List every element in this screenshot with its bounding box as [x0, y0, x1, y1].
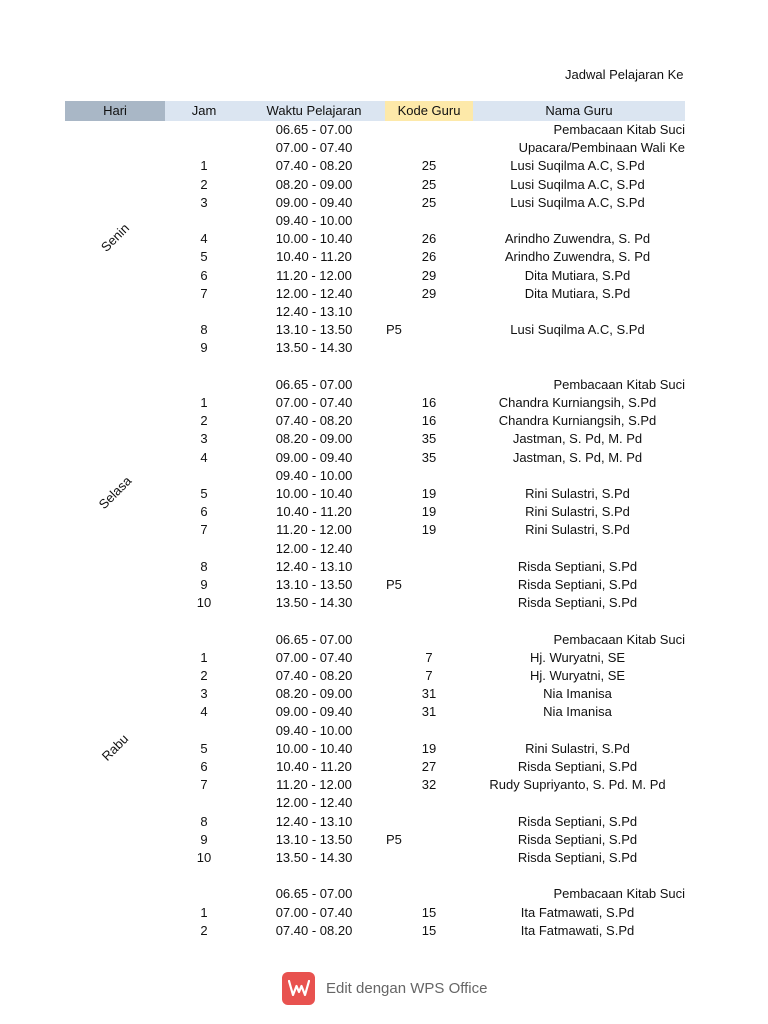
waktu-cell: 12.00 - 12.40	[275, 285, 353, 301]
jam-cell: 4	[200, 449, 208, 465]
nama-cell: Ita Fatmawati, S.Pd	[520, 904, 635, 920]
jam-cell: 6	[200, 267, 208, 283]
nama-cell: Nia Imanisa	[543, 686, 612, 702]
table-row	[0, 157, 768, 175]
nama-cell: Rudy Supriyanto, S. Pd. M. Pd	[489, 777, 666, 793]
jam-cell: 9	[200, 577, 208, 592]
kode-cell: 19	[421, 504, 437, 520]
table-row	[0, 139, 768, 157]
waktu-cell: 06.65 - 07.00	[275, 376, 353, 392]
waktu-cell: 10.00 - 10.40	[275, 486, 353, 501]
table-row	[0, 904, 768, 922]
nama-cell: Pembacaan Kitab Suci	[553, 631, 685, 647]
jam-cell: 3	[200, 194, 208, 210]
jam-cell: 7	[200, 777, 208, 793]
jam-cell: 1	[200, 158, 208, 174]
wps-office-icon	[282, 972, 315, 1005]
header-hari: Hari	[65, 101, 165, 121]
table-row	[0, 594, 768, 612]
jam-cell: 10	[196, 595, 212, 611]
table-row	[0, 703, 768, 721]
header-kode: Kode Guru	[385, 101, 473, 121]
nama-cell: Risda Septiani, S.Pd	[517, 577, 638, 592]
jam-cell: 8	[200, 322, 208, 338]
nama-cell: Risda Septiani, S.Pd	[517, 813, 638, 829]
document-title: Jadwal Pelajaran Ke	[565, 67, 684, 82]
jam-cell: 3	[200, 431, 208, 447]
nama-cell: Lusi Suqilma A.C, S.Pd	[510, 176, 645, 192]
waktu-cell: 12.40 - 13.10	[275, 813, 353, 829]
table-row	[0, 503, 768, 521]
nama-cell: Lusi Suqilma A.C, S.Pd	[510, 322, 645, 338]
nama-cell: Risda Septiani, S.Pd	[517, 831, 638, 847]
header-nama: Nama Guru	[473, 101, 685, 121]
wps-edit-banner[interactable]	[282, 972, 487, 1004]
jam-cell: 2	[200, 668, 208, 683]
table-row	[0, 776, 768, 794]
table-row	[0, 285, 768, 303]
jam-cell: 1	[200, 904, 208, 920]
waktu-cell: 12.00 - 12.40	[275, 795, 353, 811]
table-row	[0, 685, 768, 703]
kode-cell: 26	[421, 231, 437, 247]
kode-cell: 25	[421, 158, 437, 174]
nama-cell: Hj. Wuryatni, SE	[529, 649, 626, 665]
waktu-cell: 13.50 - 14.30	[275, 595, 353, 611]
kode-cell: 35	[421, 431, 437, 447]
kode-cell: 15	[421, 904, 437, 920]
nama-cell: Rini Sulastri, S.Pd	[525, 522, 630, 538]
nama-cell: Risda Septiani, S.Pd	[517, 759, 638, 774]
table-row	[0, 449, 768, 467]
waktu-cell: 08.20 - 09.00	[275, 176, 353, 192]
table-row	[0, 540, 768, 558]
waktu-cell: 13.50 - 14.30	[275, 850, 353, 865]
table-row	[0, 321, 768, 339]
waktu-cell: 09.40 - 10.00	[275, 722, 353, 738]
nama-cell: Rini Sulastri, S.Pd	[525, 504, 630, 520]
table-row	[0, 412, 768, 430]
jam-cell: 3	[200, 686, 208, 702]
jam-cell: 9	[200, 831, 208, 847]
nama-cell: Hj. Wuryatni, SE	[529, 668, 626, 683]
table-row	[0, 394, 768, 412]
jam-cell: 7	[200, 522, 208, 538]
nama-cell: Ita Fatmawati, S.Pd	[520, 922, 635, 938]
jam-cell: 1	[200, 395, 208, 410]
jam-cell: 5	[200, 740, 208, 756]
table-row	[0, 794, 768, 812]
nama-cell: Chandra Kurniangsih, S.Pd	[498, 413, 657, 429]
waktu-cell: 12.00 - 12.40	[275, 540, 353, 556]
waktu-cell: 10.40 - 11.20	[276, 249, 352, 265]
jam-cell: 2	[200, 176, 208, 192]
nama-cell: Pembacaan Kitab Suci	[553, 376, 685, 392]
kode-cell: 27	[421, 759, 437, 774]
kode-cell: 19	[421, 486, 437, 501]
jam-cell: 9	[200, 340, 208, 356]
waktu-cell: 10.40 - 11.20	[276, 504, 352, 520]
waktu-cell: 13.10 - 13.50	[275, 831, 353, 847]
kode-cell: 15	[421, 922, 437, 938]
nama-cell: Pembacaan Kitab Suci	[553, 886, 685, 902]
table-row	[0, 339, 768, 357]
kode-cell: 35	[421, 449, 437, 465]
waktu-cell: 12.40 - 13.10	[275, 304, 353, 319]
waktu-cell: 07.40 - 08.20	[275, 413, 353, 429]
table-row	[0, 521, 768, 539]
table-row	[0, 194, 768, 212]
table-row	[0, 248, 768, 266]
table-row	[0, 813, 768, 831]
kode-cell: 29	[421, 267, 437, 283]
table-row	[0, 831, 768, 849]
table-row	[0, 631, 768, 649]
nama-cell: Risda Septiani, S.Pd	[517, 850, 638, 865]
nama-cell: Arindho Zuwendra, S. Pd	[504, 231, 651, 247]
table-row	[0, 649, 768, 667]
jam-cell: 6	[200, 759, 208, 774]
kode-cell: P5	[386, 577, 402, 592]
nama-cell: Lusi Suqilma A.C, S.Pd	[510, 194, 645, 210]
nama-cell: Nia Imanisa	[543, 704, 612, 720]
waktu-cell: 12.40 - 13.10	[275, 558, 353, 574]
table-row	[0, 667, 768, 685]
jam-cell: 2	[200, 413, 208, 429]
table-row	[0, 558, 768, 576]
waktu-cell: 11.20 - 12.00	[276, 777, 352, 793]
kode-cell: 19	[421, 740, 437, 756]
waktu-cell: 09.00 - 09.40	[275, 194, 353, 210]
waktu-cell: 07.40 - 08.20	[275, 158, 353, 174]
waktu-cell: 07.00 - 07.40	[275, 395, 353, 410]
waktu-cell: 07.40 - 08.20	[275, 922, 353, 938]
nama-cell: Lusi Suqilma A.C, S.Pd	[510, 158, 645, 174]
waktu-cell: 10.00 - 10.40	[275, 231, 353, 247]
waktu-cell: 06.65 - 07.00	[275, 122, 353, 137]
waktu-cell: 13.50 - 14.30	[275, 340, 353, 356]
nama-cell: Jastman, S. Pd, M. Pd	[512, 431, 643, 447]
waktu-cell: 07.00 - 07.40	[275, 649, 353, 665]
waktu-cell: 09.40 - 10.00	[275, 213, 353, 228]
table-row	[0, 176, 768, 194]
jam-cell: 8	[200, 813, 208, 829]
waktu-cell: 07.40 - 08.20	[275, 668, 353, 683]
day-label: Selasa	[95, 473, 135, 512]
jam-cell: 8	[200, 558, 208, 574]
kode-cell: 25	[421, 194, 437, 210]
table-row	[0, 885, 768, 903]
jam-cell: 4	[200, 704, 208, 720]
kode-cell: 31	[421, 686, 437, 702]
kode-cell: 7	[425, 668, 433, 683]
waktu-cell: 08.20 - 09.00	[275, 431, 353, 447]
waktu-cell: 09.00 - 09.40	[275, 449, 353, 465]
jam-cell: 5	[200, 486, 208, 501]
table-row	[0, 376, 768, 394]
kode-cell: P5	[386, 831, 402, 847]
jam-cell: 6	[200, 504, 208, 520]
table-row	[0, 922, 768, 940]
jam-cell: 7	[200, 285, 208, 301]
nama-cell: Pembacaan Kitab Suci	[553, 122, 685, 137]
waktu-cell: 13.10 - 13.50	[275, 322, 353, 338]
kode-cell: 25	[421, 176, 437, 192]
kode-cell: 29	[421, 285, 437, 301]
waktu-cell: 10.40 - 11.20	[276, 759, 352, 774]
header-jam: Jam	[165, 101, 243, 121]
jam-cell: 2	[200, 922, 208, 938]
jam-cell: 1	[200, 649, 208, 665]
table-row	[0, 576, 768, 594]
kode-cell: 32	[421, 777, 437, 793]
day-label: Rabu	[98, 731, 132, 764]
kode-cell: 26	[421, 249, 437, 265]
waktu-cell: 07.00 - 07.40	[275, 904, 353, 920]
kode-cell: 7	[425, 649, 433, 665]
nama-cell: Rini Sulastri, S.Pd	[525, 740, 630, 756]
table-row	[0, 121, 768, 139]
day-label: Senin	[97, 220, 133, 255]
waktu-cell: 07.00 - 07.40	[275, 140, 353, 156]
nama-cell: Dita Mutiara, S.Pd	[524, 285, 631, 301]
nama-cell: Upacara/Pembinaan Wali Ke	[518, 140, 685, 156]
nama-cell: Rini Sulastri, S.Pd	[525, 486, 630, 501]
jam-cell: 10	[196, 850, 212, 865]
kode-cell: 16	[421, 413, 437, 429]
waktu-cell: 11.20 - 12.00	[276, 522, 352, 538]
nama-cell: Dita Mutiara, S.Pd	[524, 267, 631, 283]
nama-cell: Arindho Zuwendra, S. Pd	[504, 249, 651, 265]
nama-cell: Risda Septiani, S.Pd	[517, 558, 638, 574]
waktu-cell: 06.65 - 07.00	[275, 886, 353, 902]
jam-cell: 4	[200, 231, 208, 247]
waktu-cell: 06.65 - 07.00	[275, 631, 353, 647]
footer-text: Edit dengan WPS Office	[326, 979, 488, 997]
waktu-cell: 08.20 - 09.00	[275, 686, 353, 702]
waktu-cell: 11.20 - 12.00	[276, 267, 352, 283]
kode-cell: 16	[421, 395, 437, 410]
table-row	[0, 430, 768, 448]
waktu-cell: 10.00 - 10.40	[275, 740, 353, 756]
kode-cell: P5	[386, 322, 402, 338]
waktu-cell: 09.40 - 10.00	[275, 467, 353, 483]
table-row	[0, 849, 768, 867]
kode-cell: 19	[421, 522, 437, 538]
header-waktu: Waktu Pelajaran	[243, 101, 385, 121]
waktu-cell: 09.00 - 09.40	[275, 704, 353, 720]
nama-cell: Risda Septiani, S.Pd	[517, 595, 638, 611]
kode-cell: 31	[421, 704, 437, 720]
nama-cell: Chandra Kurniangsih, S.Pd	[498, 395, 657, 410]
table-row	[0, 267, 768, 285]
table-row	[0, 758, 768, 776]
jam-cell: 5	[200, 249, 208, 265]
nama-cell: Jastman, S. Pd, M. Pd	[512, 449, 643, 465]
table-row	[0, 303, 768, 321]
waktu-cell: 13.10 - 13.50	[275, 577, 353, 592]
